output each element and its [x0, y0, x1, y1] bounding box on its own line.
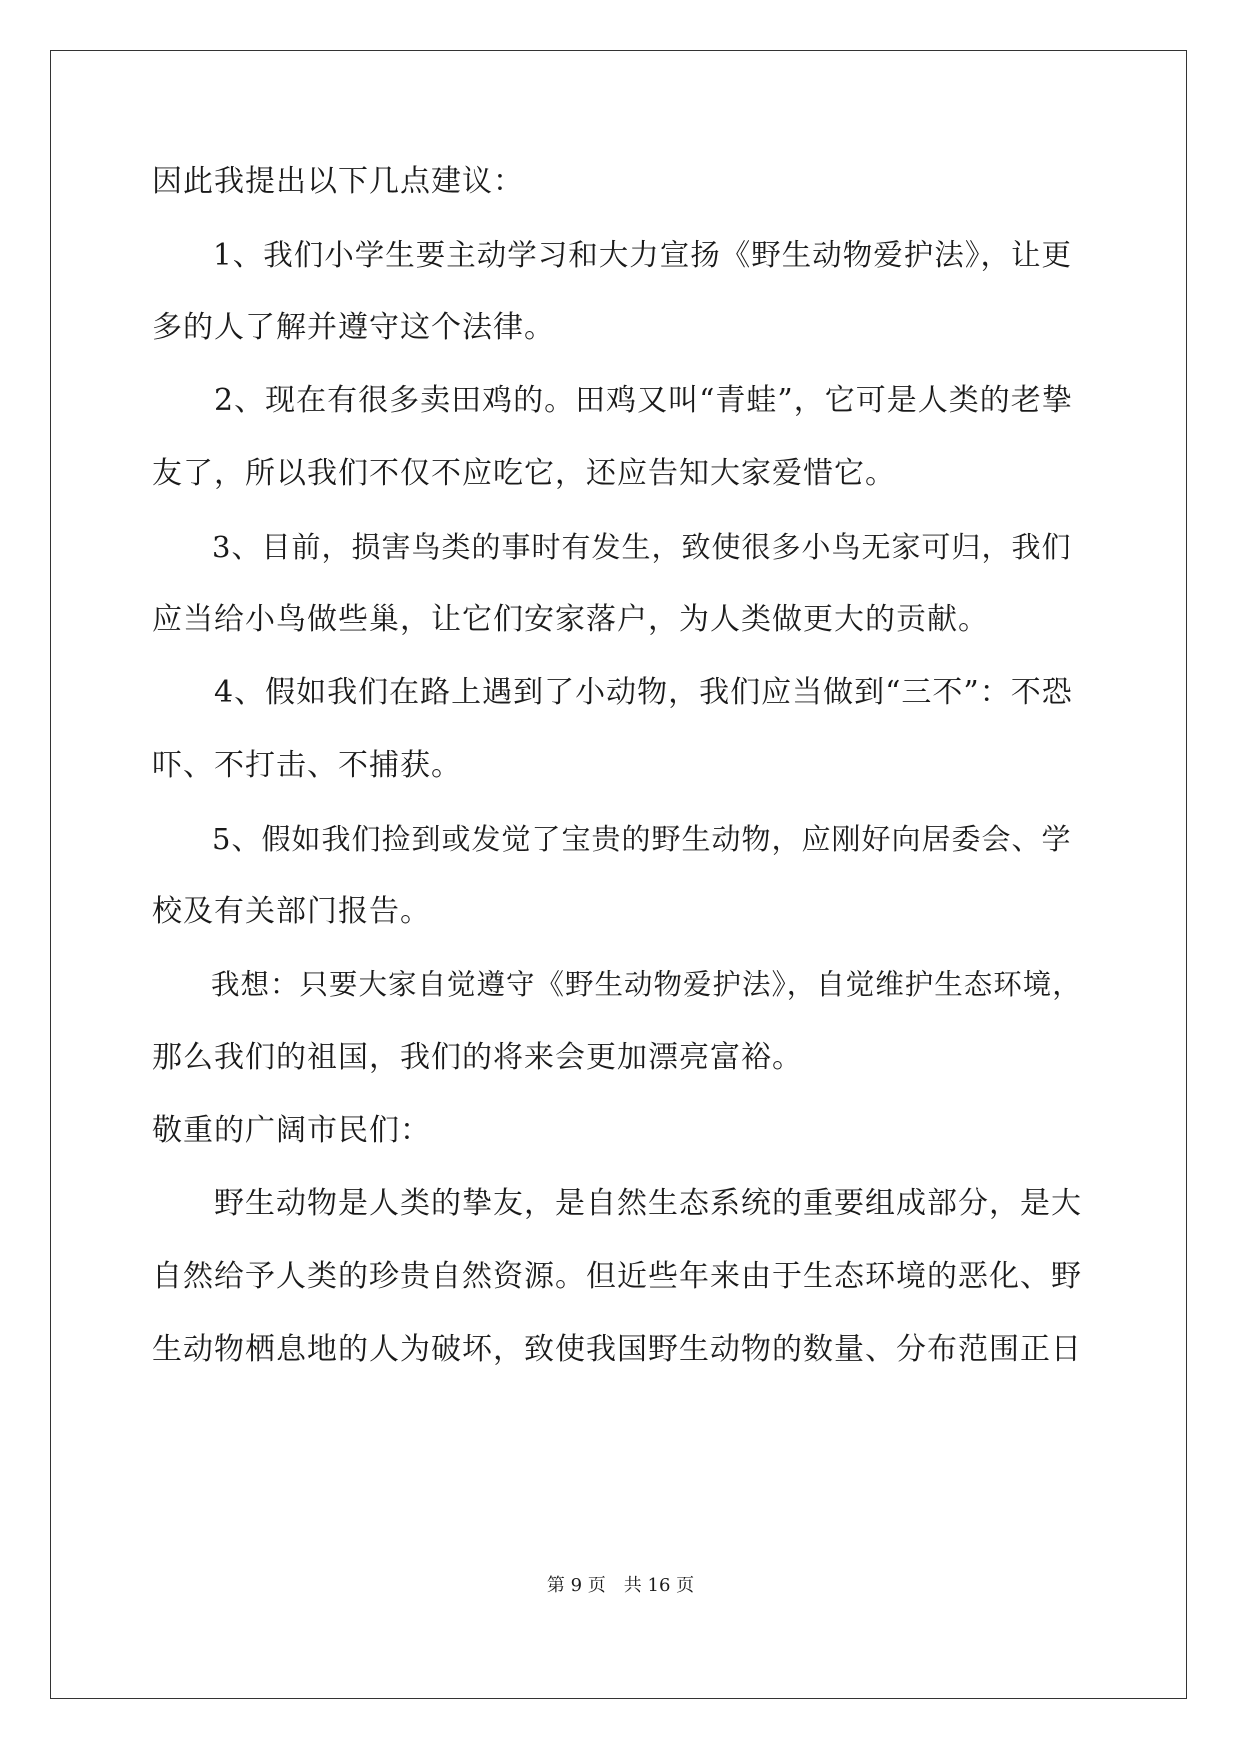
- page-footer: [0, 1574, 1241, 1598]
- page-number: 第 9 页: [546, 1575, 606, 1596]
- text-line: 1、我们小学生要主动学习和大力宣扬《野生动物爱护法》，让更: [152, 238, 1073, 272]
- total-pages: 共 16 页: [623, 1575, 695, 1596]
- text-line: 那么我们的祖国，我们的将来会更加漂亮富裕。: [152, 1040, 803, 1075]
- text-line: 友了，所以我们不仅不应吃它，还应告知大家爱惜它。: [152, 456, 896, 491]
- text-line: 校及有关部门报告。: [152, 894, 431, 929]
- page-border: [50, 50, 1187, 1699]
- text-line: 4、假如我们在路上遇到了小动物，我们应当做到“三不”：不恐: [152, 675, 1073, 710]
- text-line: 3、目前，损害鸟类的事时有发生，致使很多小鸟无家可归，我们: [152, 530, 1072, 564]
- text-line: 野生动物是人类的挚友，是自然生态系统的重要组成部分，是大: [152, 1186, 1082, 1221]
- text-line: 吓、不打击、不捕获。: [152, 748, 462, 783]
- text-line: 敬重的广阔市民们：: [152, 1113, 431, 1148]
- text-line: 因此我提出以下几点建议：: [152, 164, 524, 199]
- text-line: 应当给小鸟做些巢，让它们安家落户，为人类做更大的贡献。: [152, 602, 989, 637]
- text-line: 多的人了解并遵守这个法律。: [152, 310, 555, 345]
- text-line: 生动物栖息地的人为破坏，致使我国野生动物的数量、分布范围正日: [152, 1332, 1082, 1367]
- text-line: 5、假如我们捡到或发觉了宝贵的野生动物，应刚好向居委会、学: [152, 822, 1072, 856]
- text-line: 2、现在有很多卖田鸡的。田鸡又叫“青蛙”，它可是人类的老挚: [152, 383, 1073, 418]
- text-line: 我想：只要大家自觉遵守《野生动物爱护法》，自觉维护生态环境，: [152, 968, 1082, 1001]
- text-line: 自然给予人类的珍贵自然资源。但近些年来由于生态环境的恶化、野: [152, 1259, 1082, 1294]
